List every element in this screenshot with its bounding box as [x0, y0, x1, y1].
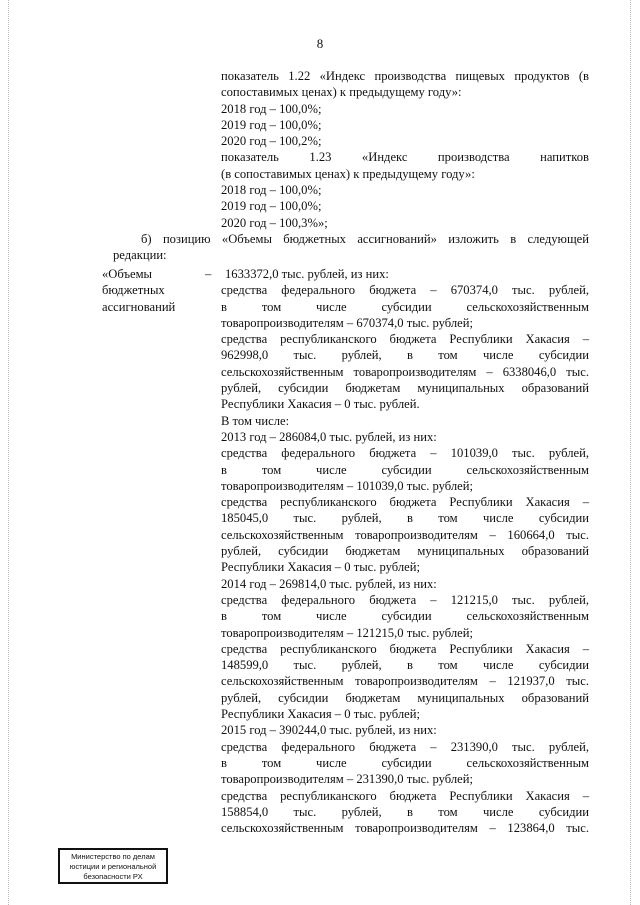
indicators-block	[221, 68, 589, 231]
budget-line: в том числе субсидии сельскохозяйственным	[221, 462, 589, 477]
budget-line: средства федерального бюджета – 121215,0 тыс. рублей,	[221, 592, 589, 607]
budget-line: Республики Хакасия – 0 тыс. рублей.	[221, 397, 420, 412]
budget-line: Республики Хакасия – 0 тыс. рублей;	[221, 560, 421, 575]
stamp-line: юстиции и региональной	[69, 862, 157, 871]
budget-line: средства республиканского бюджета Республики Хакасия –	[221, 495, 589, 510]
budget-text-column	[221, 266, 589, 836]
indicator-line: показатель 1.23 «Индекс производства напитков	[221, 150, 589, 165]
indicator-line: показатель 1.22 «Индекс производства пищевых продуктов (в	[221, 69, 589, 83]
budget-line: 962998,0 тыс. рублей, в том числе субсидии	[221, 348, 589, 363]
ministry-stamp	[58, 848, 168, 884]
budget-label-line: бюджетных	[102, 283, 165, 298]
page-number: 8	[316, 36, 324, 51]
paragraph-b	[113, 231, 589, 264]
indicator-line: 2018 год – 100,0%;	[221, 183, 322, 198]
budget-line: средства федерального бюджета – 231390,0 тыс. рублей,	[221, 739, 589, 754]
budget-line: средства республиканского бюджета Республики Хакасия –	[221, 641, 589, 656]
stamp-line: безопасности РХ	[83, 872, 143, 881]
budget-label-column	[102, 266, 202, 315]
budget-line: сельскохозяйственным товаропроизводителям – 6338046,0 тыс.	[221, 364, 589, 379]
budget-line: в том числе субсидии сельскохозяйственным	[221, 609, 589, 624]
budget-line: в том числе субсидии сельскохозяйственным	[221, 755, 589, 770]
budget-line: 1633372,0 тыс. рублей, из них:	[225, 267, 389, 281]
budget-line: 148599,0 тыс. рублей, в том числе субсидии	[221, 658, 589, 673]
indicator-line: 2018 год – 100,0%;	[221, 101, 322, 116]
budget-line: средства федерального бюджета – 670374,0 тыс. рублей,	[221, 283, 589, 298]
indicator-line: сопоставимых ценах) к предыдущему году»:	[221, 85, 462, 100]
budget-line: сельскохозяйственным товаропроизводителям – 160664,0 тыс.	[221, 527, 589, 542]
budget-line: средства федерального бюджета – 101039,0 тыс. рублей,	[221, 446, 589, 461]
budget-line: товаропроизводителям – 121215,0 тыс. рублей;	[221, 625, 474, 640]
budget-line: в том числе субсидии сельскохозяйственным	[221, 299, 589, 314]
budget-label-line: «Объемы	[102, 267, 153, 281]
stamp-line: Министерство по делам	[71, 852, 155, 861]
indicator-line: 2019 год – 100,0%;	[221, 199, 322, 214]
budget-line: товаропроизводителям – 231390,0 тыс. рублей;	[221, 772, 474, 787]
budget-line: 2015 год – 390244,0 тыс. рублей, из них:	[221, 723, 437, 738]
budget-line: рублей, субсидии бюджетам муниципальных образований	[221, 690, 589, 705]
budget-line: средства республиканского бюджета Республики Хакасия –	[221, 788, 589, 803]
budget-line: товаропроизводителям – 101039,0 тыс. рублей;	[221, 478, 474, 493]
indicator-line: (в сопоставимых ценах) к предыдущему году»:	[221, 166, 475, 181]
right-margin-line	[630, 0, 632, 905]
left-margin-line	[8, 0, 10, 905]
budget-line: средства республиканского бюджета Республики Хакасия –	[221, 332, 589, 347]
paragraph-b-line: редакции:	[113, 248, 167, 263]
paragraph-b-line: б) позицию «Объемы бюджетных ассигнований» изложить в следующей	[141, 232, 589, 246]
budget-line: 158854,0 тыс. рублей, в том числе субсидии	[221, 804, 589, 819]
budget-line: сельскохозяйственным товаропроизводителям – 121937,0 тыс.	[221, 674, 589, 689]
budget-line: 2013 год – 286084,0 тыс. рублей, из них:	[221, 429, 437, 444]
indicator-line: 2019 год – 100,0%;	[221, 117, 322, 132]
budget-line: В том числе:	[221, 413, 290, 428]
indicator-line: 2020 год – 100,2%;	[221, 134, 322, 149]
indicator-line: 2020 год – 100,3%»;	[221, 215, 328, 230]
budget-line: рублей, субсидии бюджетам муниципальных образований	[221, 381, 589, 396]
budget-line: сельскохозяйственным товаропроизводителям – 123864,0 тыс.	[221, 821, 589, 836]
column-dash: –	[205, 267, 212, 281]
budget-line: 2014 год – 269814,0 тыс. рублей, из них:	[221, 576, 437, 591]
budget-line: рублей, субсидии бюджетам муниципальных образований	[221, 544, 589, 559]
budget-label-line: ассигнований	[102, 299, 176, 314]
budget-line: 185045,0 тыс. рублей, в том числе субсидии	[221, 511, 589, 526]
budget-line: Республики Хакасия – 0 тыс. рублей;	[221, 707, 421, 722]
budget-line: товаропроизводителям – 670374,0 тыс. рублей;	[221, 315, 474, 330]
